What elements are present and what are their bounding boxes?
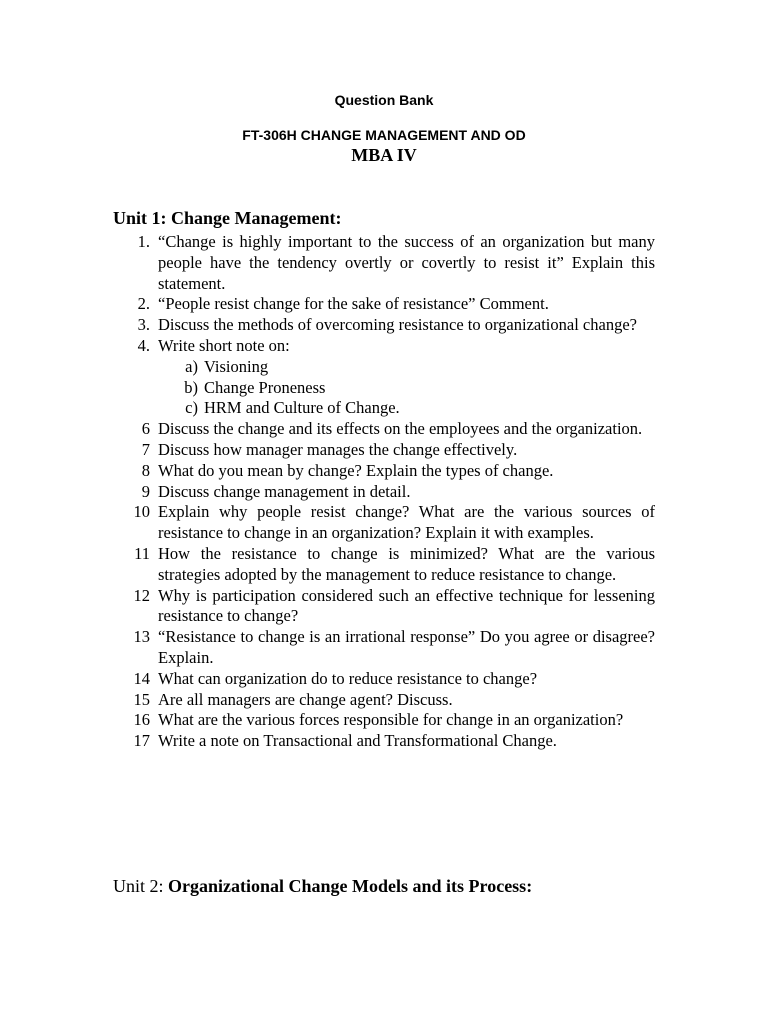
question-number: 3. xyxy=(137,315,150,335)
question-text: “People resist change for the sake of resistance” Comment. xyxy=(158,294,549,314)
unit-2-prefix: Unit 2: xyxy=(113,876,169,896)
question-text: “Resistance to change is an irrational response” Do you agree or disagree? Explain. xyxy=(158,627,655,667)
question-number: 7 xyxy=(141,439,150,459)
question-text: Discuss how manager manages the change effectively. xyxy=(158,439,518,459)
question-number: 10 xyxy=(133,502,150,522)
question-item xyxy=(0,502,768,544)
unit-2-heading: Organizational Change Models and its Process: xyxy=(168,876,533,896)
question-number: 8 xyxy=(141,460,150,480)
question-number: 11 xyxy=(134,543,150,563)
question-text: Discuss change management in detail. xyxy=(158,481,411,501)
question-text: Explain why people resist change? What are the various sources of resistance to change in an organization? Explain it with examples. xyxy=(158,502,655,543)
sub-item-text: Visioning xyxy=(204,356,269,376)
question-item xyxy=(0,232,768,294)
sub-item-letter: a) xyxy=(185,356,198,376)
question-number: 13 xyxy=(133,627,150,647)
question-number: 4. xyxy=(137,335,150,355)
question-item xyxy=(0,482,768,503)
sub-item xyxy=(0,378,768,399)
question-text: What are the various forces responsible for change in an organization? xyxy=(158,710,624,730)
question-number: 2. xyxy=(137,294,150,314)
question-text: What do you mean by change? Explain the types of change. xyxy=(158,460,554,480)
question-number: 16 xyxy=(133,710,150,730)
question-text: Write short note on: xyxy=(158,335,290,355)
program-title: MBA IV xyxy=(351,145,417,165)
question-item xyxy=(0,461,768,482)
sub-item-text: Change Proneness xyxy=(204,377,326,397)
question-number: 9 xyxy=(141,481,150,501)
question-text: “Change is highly important to the success of an organization but many people have the tendency overtly or covertly to resist it” Explain this statement. xyxy=(158,232,655,293)
sub-item xyxy=(0,357,768,378)
question-text: What can organization do to reduce resistance to change? xyxy=(158,668,538,688)
question-text: How the resistance to change is minimized? What are the various strategies adopted by the management to reduce resistance to change. xyxy=(158,543,655,584)
question-text: Discuss the change and its effects on the employees and the organization. xyxy=(158,419,643,439)
question-item xyxy=(0,315,768,336)
question-item xyxy=(0,419,768,440)
question-number: 14 xyxy=(133,668,150,688)
question-number: 6 xyxy=(141,419,150,439)
question-text: Are all managers are change agent? Discuss. xyxy=(158,689,453,709)
question-item xyxy=(0,586,768,628)
question-item xyxy=(0,544,768,586)
question-item xyxy=(0,690,768,711)
unit-1-title: Unit 1: Change Management: xyxy=(113,208,342,228)
question-number: 1. xyxy=(137,232,150,251)
question-item xyxy=(0,710,768,731)
sub-item xyxy=(0,398,768,419)
question-number: 17 xyxy=(133,731,150,751)
question-item xyxy=(0,336,768,357)
document-heading: Question Bank xyxy=(334,92,434,108)
sub-item-text: HRM and Culture of Change. xyxy=(204,398,400,418)
sub-item-letter: c) xyxy=(185,398,198,418)
question-item xyxy=(0,294,768,315)
question-item xyxy=(0,440,768,461)
question-text: Write a note on Transactional and Transformational Change. xyxy=(158,731,557,751)
question-number: 15 xyxy=(133,689,150,709)
sub-item-letter: b) xyxy=(184,377,198,397)
question-list xyxy=(0,232,768,752)
question-text: Why is participation considered such an effective technique for lessening resistance to change? xyxy=(158,585,655,626)
question-text: Discuss the methods of overcoming resistance to organizational change? xyxy=(158,315,637,335)
question-item xyxy=(0,669,768,690)
question-number: 12 xyxy=(133,585,150,605)
question-item xyxy=(0,731,768,752)
unit-2-title xyxy=(113,876,532,897)
question-item xyxy=(0,627,768,669)
course-title: FT-306H CHANGE MANAGEMENT AND OD xyxy=(242,127,526,143)
